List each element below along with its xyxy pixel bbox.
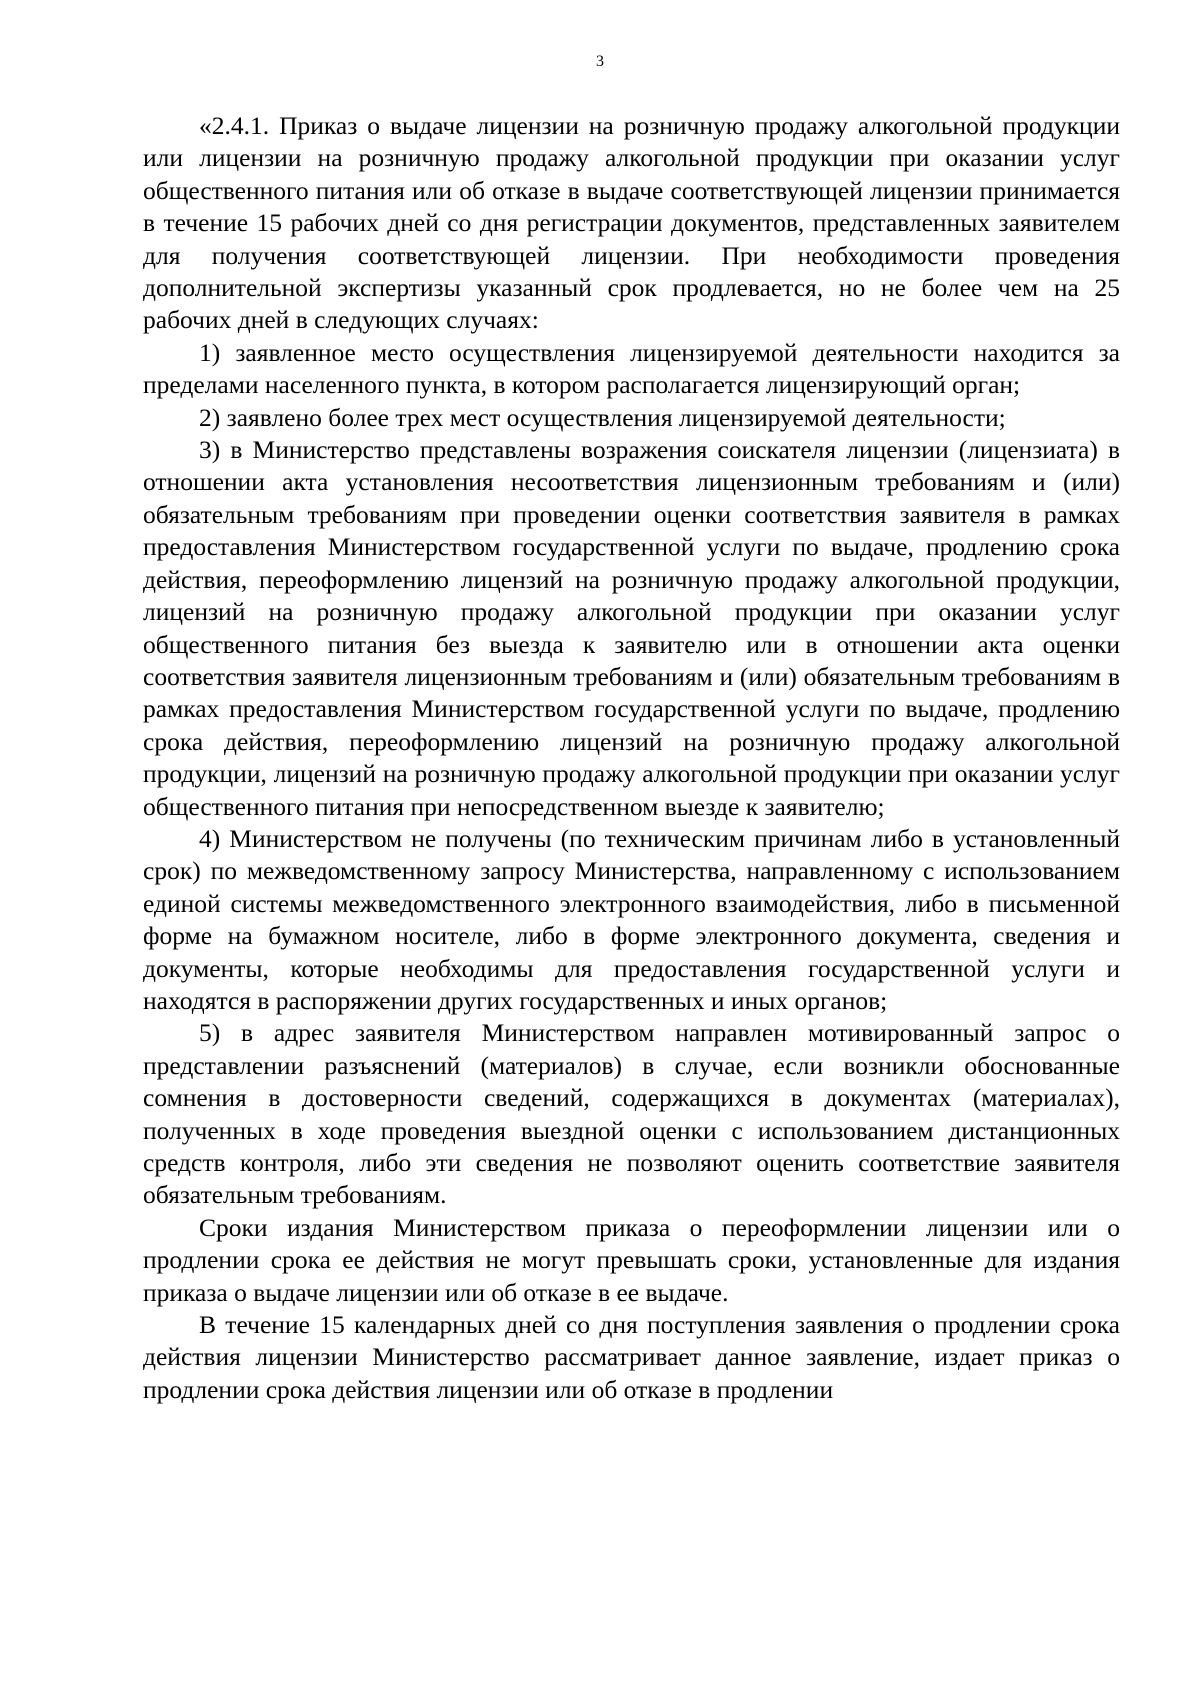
list-item-3: 3) в Министерство представлены возражения соискателя лицензии (лицензиата) в отношении акта установления несоответствия лицензионным требованиям и (или) обязательным требованиям при проведении оценки соответствия заявителя в рамках предоставления Министерством государственной услуги по выдаче, продлению срока действия, переоформлению лицензий на розничную продажу алкогольной продукции, лицензий на розничную продажу алкогольной продукции при оказании услуг общественного питания без выезда к заявителю или в отношении акта оценки соответствия заявителя лицензионным требованиям и (или) обязательным требованиям в рамках предоставления Министерством государственной услуги по выдаче, продлению срока действия, переоформлению лицензий на розничную продажу алкогольной продукции, лицензий на розничную продажу алкогольной продукции при оказании услуг общественного питания при непосредственном выезде к заявителю; <box>143 435 1120 821</box>
list-item-4: 4) Министерством не получены (по техническим причинам либо в установленный срок) по межведомственному запросу Министерства, направленному с использованием единой системы межведомственного электронного взаимодействия, либо в письменной форме на бумажном носителе, либо в форме электронного документа, сведения и документы, которые необходимы для предоставления государственной услуги и находятся в распоряжении других государственных и иных органов; <box>143 823 1120 1015</box>
paragraph-2-4-1: «2.4.1. Приказ о выдаче лицензии на розничную продажу алкогольной продукции или лицензии на розничную продажу алкогольной продукции при оказании услуг общественного питания или об отказе в выдаче соответствующей лицензии принимается в течение 15 рабочих дней со дня регистрации документов, представленных заявителем для получения соответствующей лицензии. При необходимости проведения дополнительной экспертизы указанный срок продлевается, но не более чем на 25 рабочих дней в следующих случаях: <box>143 111 1120 335</box>
list-item-1: 1) заявленное место осуществления лицензируемой деятельности находится за пределами населенного пункта, в котором располагается лицензирующий орган; <box>143 337 1120 400</box>
list-item-2: 2) заявлено более трех мест осуществления лицензируемой деятельности; <box>199 402 1006 432</box>
paragraph-extension-terms: В течение 15 календарных дней со дня поступления заявления о продлении срока действия лицензии Министерство рассматривает данное заявление, издает приказ о продлении срока действия лицензии или об отказе в продлении <box>143 1310 1120 1404</box>
page-number: 3 <box>596 53 604 70</box>
paragraph-reissue-terms: Сроки издания Министерством приказа о переоформлении лицензии или о продлении срока ее действия не могут превышать сроки, установленные для издания приказа о выдаче лицензии или об отказе в ее выдаче. <box>143 1212 1120 1307</box>
document-body <box>143 110 1120 1406</box>
list-item-5: 5) в адрес заявителя Министерством направлен мотивированный запрос о представлении разъяснений (материалов) в случае, если возникли обоснованные сомнения в достоверности сведений, содержащихся в документах (материалах), полученных в ходе проведения выездной оценки с использованием дистанционных средств контроля, либо эти сведения не позволяют оценить соответствие заявителя обязательным требованиям. <box>143 1018 1120 1210</box>
